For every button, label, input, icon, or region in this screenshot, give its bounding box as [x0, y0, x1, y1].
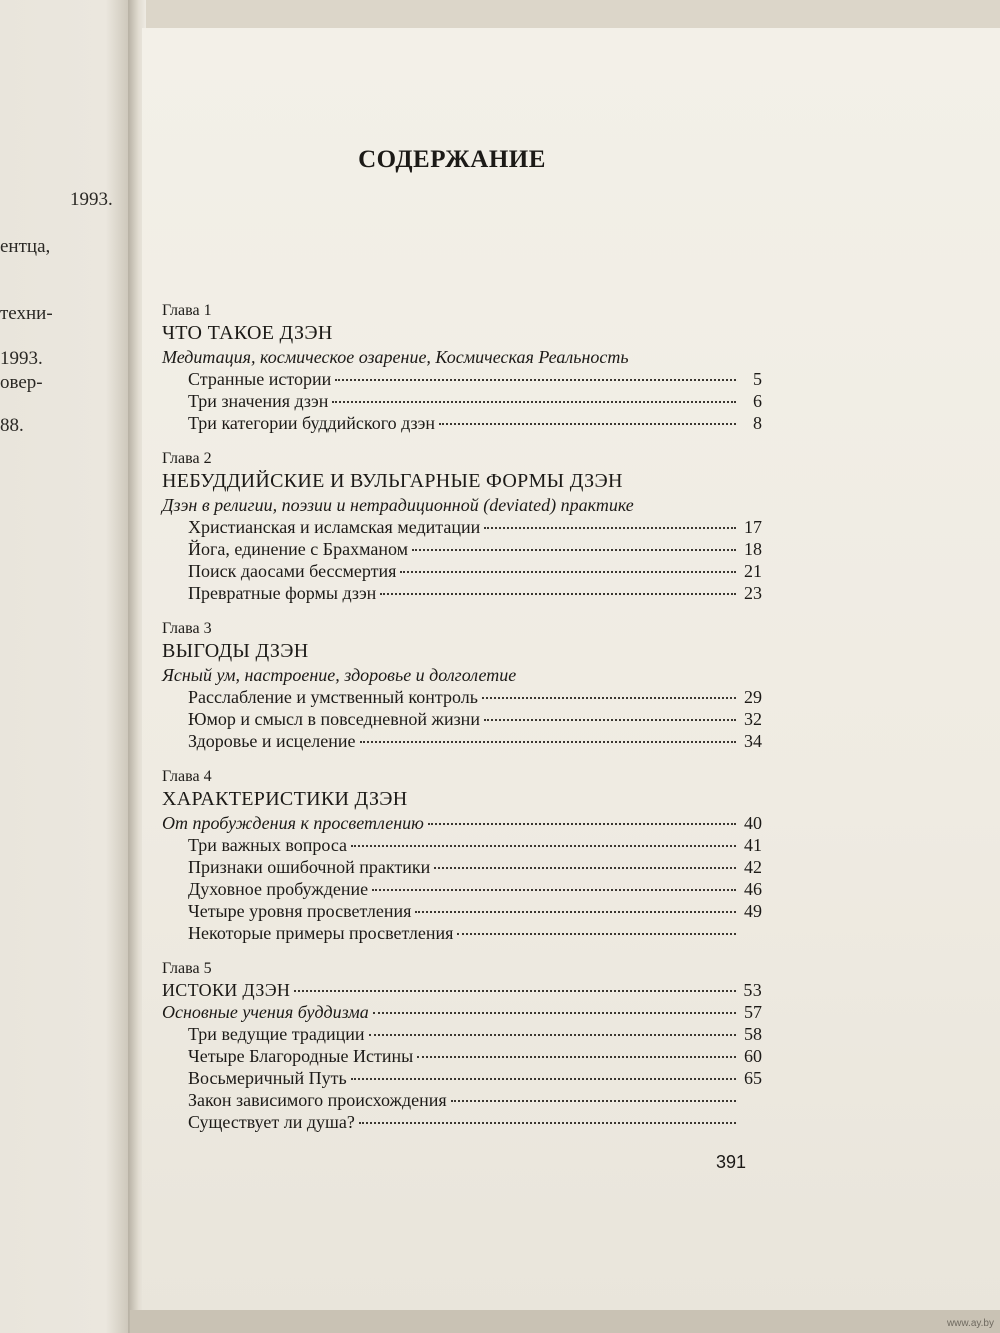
- dot-leader: [360, 741, 736, 743]
- entry-text: Существует ли душа?: [188, 1112, 355, 1132]
- left-page-fragment: 1993.: [70, 189, 113, 210]
- entry-text: Превратные формы дзэн: [188, 583, 377, 603]
- entry-text: Йога, единение с Брахманом: [188, 539, 409, 559]
- chapter-4: [162, 766, 762, 944]
- entry-text: Некоторые примеры просветления: [188, 923, 454, 943]
- dot-leader: [434, 867, 736, 869]
- chapter-subtitle-entry: [162, 812, 762, 834]
- dot-leader: [351, 845, 736, 847]
- left-page: [0, 0, 132, 1333]
- entry-page: 60: [744, 1046, 762, 1066]
- dot-leader: [369, 1034, 737, 1036]
- entry-page: 65: [744, 1068, 762, 1088]
- left-page-fragment: техни-: [0, 303, 53, 324]
- left-page-fragment: 1993.: [0, 348, 43, 369]
- dot-leader: [451, 1100, 736, 1102]
- entry-page: 46: [744, 879, 762, 899]
- chapter-subtitle: Ясный ум, настроение, здоровье и долголетие: [162, 665, 517, 685]
- toc-entry: [162, 686, 762, 708]
- chapter-label: Глава 4: [162, 768, 212, 785]
- entry-page: 49: [744, 901, 762, 921]
- entry-text: Четыре Благородные Истины: [188, 1046, 414, 1066]
- entry-text: Поиск даосами бессмертия: [188, 561, 397, 581]
- dot-leader: [372, 889, 736, 891]
- page-bottom-edge: [130, 1310, 1000, 1333]
- dot-leader: [351, 1078, 736, 1080]
- entry-page: 34: [744, 731, 762, 751]
- entry-text: Расслабление и умственный контроль: [188, 687, 478, 707]
- chapter-subtitle: Основные учения буддизма: [162, 1002, 369, 1022]
- dot-leader: [439, 423, 736, 425]
- dot-leader: [359, 1122, 736, 1124]
- entry-page: 40: [744, 813, 762, 833]
- entry-page: 18: [744, 539, 762, 559]
- entry-page: 5: [753, 369, 762, 389]
- toc-entry: [162, 878, 762, 900]
- left-page-fragment: 88.: [0, 415, 24, 436]
- chapter-1: [162, 300, 762, 434]
- dot-leader: [400, 571, 736, 573]
- page-title: [0, 146, 1000, 174]
- chapter-title: ХАРАКТЕРИСТИКИ ДЗЭН: [162, 788, 408, 810]
- entry-page: 8: [753, 413, 762, 433]
- entry-page: 57: [744, 1002, 762, 1022]
- entry-text: Юмор и смысл в повседневной жизни: [188, 709, 480, 729]
- toc-entry: [162, 922, 762, 944]
- entry-text: Духовное пробуждение: [188, 879, 369, 899]
- entry-page: 58: [744, 1024, 762, 1044]
- toc-entry: [162, 1067, 762, 1089]
- entry-text: Странные истории: [188, 369, 332, 389]
- chapter-title: ЧТО ТАКОЕ ДЗЭН: [162, 322, 333, 344]
- entry-text: Закон зависимого происхождения: [188, 1090, 447, 1110]
- dot-leader: [294, 990, 736, 992]
- entry-text: Три ведущие традиции: [188, 1024, 365, 1044]
- entry-page: 42: [744, 857, 762, 877]
- toc-entry: [162, 708, 762, 730]
- left-page-fragment: овер-: [0, 372, 43, 393]
- chapter-subtitle: От пробуждения к просветлению: [162, 813, 424, 833]
- toc-entry: [162, 834, 762, 856]
- toc-entry: [162, 900, 762, 922]
- toc-entry: [162, 368, 762, 390]
- entry-page: 32: [744, 709, 762, 729]
- page-number: 391: [716, 1152, 747, 1172]
- left-page-fragment: ентца,: [0, 236, 51, 257]
- entry-page: 23: [744, 583, 762, 603]
- entry-page: 53: [743, 980, 762, 1000]
- chapter-label: Глава 3: [162, 620, 212, 637]
- chapter-title: ВЫГОДЫ ДЗЭН: [162, 640, 309, 662]
- entry-text: Три значения дзэн: [188, 391, 329, 411]
- dot-leader: [457, 933, 736, 935]
- toc-entry: [162, 412, 762, 434]
- entry-page: 29: [744, 687, 762, 707]
- chapter-title-entry: [162, 979, 762, 1001]
- entry-text: Три категории буддийского дзэн: [188, 413, 436, 433]
- chapter-subtitle-entry: [162, 1001, 762, 1023]
- dot-leader: [412, 549, 736, 551]
- entry-text: Признаки ошибочной практики: [188, 857, 431, 877]
- toc-entry: [162, 1023, 762, 1045]
- toc-entry: [162, 560, 762, 582]
- toc-entry: [162, 538, 762, 560]
- entry-page: 6: [753, 391, 762, 411]
- chapter-5: [162, 958, 762, 1133]
- chapter-title: НЕБУДДИЙСКИЕ И ВУЛЬГАРНЫЕ ФОРМЫ ДЗЭН: [162, 470, 623, 492]
- entry-text: Четыре уровня просветления: [188, 901, 412, 921]
- dot-leader: [415, 911, 736, 913]
- chapter-label: Глава 1: [162, 302, 212, 319]
- toc-entry: [162, 730, 762, 752]
- page-title-text: СОДЕРЖАНИЕ: [358, 146, 546, 173]
- dot-leader: [484, 527, 736, 529]
- entry-page: 21: [744, 561, 762, 581]
- chapter-subtitle: Медитация, космическое озарение, Космическая Реальность: [162, 347, 629, 367]
- chapter-subtitle: Дзэн в религии, поэзии и нетрадиционной (deviated) практике: [162, 495, 634, 515]
- entry-text: Три важных вопроса: [188, 835, 348, 855]
- entry-text: Восьмеричный Путь: [188, 1068, 347, 1088]
- toc-entry: [162, 856, 762, 878]
- entry-page: 17: [744, 517, 762, 537]
- toc-entry: [162, 1045, 762, 1067]
- chapter-3: [162, 618, 762, 752]
- dot-leader: [373, 1012, 736, 1014]
- dot-leader: [332, 401, 736, 403]
- dot-leader: [482, 697, 736, 699]
- toc-entry: [162, 516, 762, 538]
- dot-leader: [417, 1056, 736, 1058]
- toc-entry: [162, 1089, 762, 1111]
- toc-entry: [162, 390, 762, 412]
- watermark: www.ay.by: [946, 1318, 994, 1329]
- entry-page: 41: [744, 835, 762, 855]
- chapter-label: Глава 2: [162, 450, 212, 467]
- chapter-label: Глава 5: [162, 960, 212, 977]
- toc-entry: [162, 582, 762, 604]
- dot-leader: [484, 719, 736, 721]
- dot-leader: [335, 379, 736, 381]
- chapter-2: [162, 448, 762, 604]
- entry-text: Христианская и исламская медитации: [188, 517, 481, 537]
- chapter-title: ИСТОКИ ДЗЭН: [162, 980, 291, 1000]
- toc-entry: [162, 1111, 762, 1133]
- entry-text: Здоровье и исцеление: [188, 731, 356, 751]
- dot-leader: [380, 593, 736, 595]
- dot-leader: [428, 823, 736, 825]
- table-of-contents: [162, 300, 762, 1147]
